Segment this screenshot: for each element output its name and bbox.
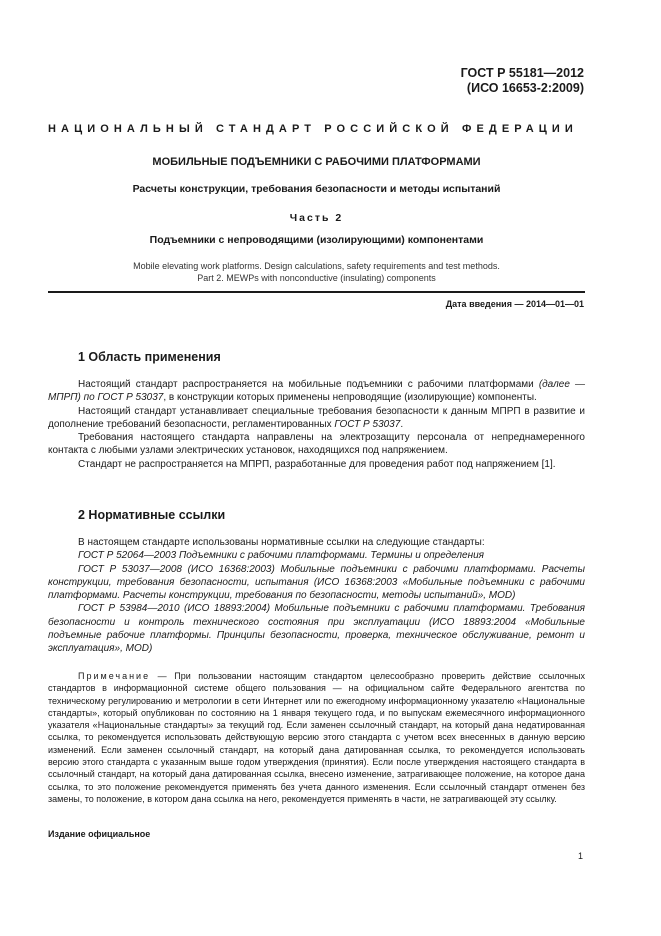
gost-number: ГОСТ Р 55181—2012 — [460, 66, 584, 80]
document-title: МОБИЛЬНЫЕ ПОДЪЕМНИКИ С РАБОЧИМИ ПЛАТФОРМАМИ — [152, 156, 481, 168]
english-title-line2: Part 2. MEWPs with nonconductive (insulating) components — [197, 273, 436, 283]
section-2-heading: 2 Нормативные ссылки — [78, 508, 226, 522]
section-1-heading: 1 Область применения — [78, 350, 221, 364]
references-note — [48, 670, 585, 805]
introduction-date: Дата введения — 2014—01—01 — [445, 299, 584, 309]
page-number: 1 — [578, 851, 584, 861]
title-divider — [48, 291, 585, 293]
official-edition-label: Издание официальное — [48, 829, 151, 839]
english-title-line1: Mobile elevating work platforms. Design calculations, safety requirements and test methods. — [133, 261, 500, 271]
scope-paragraph-4: Стандарт не распространяется на МПРП, разработанные для проведения работ под напряжением [1]. — [78, 458, 556, 470]
iso-number: (ИСО 16653-2:2009) — [466, 81, 584, 95]
reference-item: ГОСТ Р 52064—2003 Подъемники с рабочими платформами. Термины и определения — [78, 550, 485, 562]
note-text: — При пользовании настоящим стандартом целесообразно проверить действие ссылочных стандартов в информационной системе общего пользования — на официальном сайте Федерального агентства по техническому регулированию и метрологии в сети Интернет или по ежегодному информационному указателю «Национальные стандарты», который опубликован по состоянию на 1 января текущего года, и по выпускам ежемесячного информационного указателя «Национальные стандарты» за текущий год. Если заменен ссылочный стандарт, на который дана недатированная ссылка, то рекомендуется использовать действующую версию этого стандарта с учетом всех внесенных в данную версию изменений. Если заменен ссылочный стандарт, на который дана датированная ссылка, то рекомендуется использовать версию этого стандарта с указанным выше годом утверждения (принятия). Если после утверждения настоящего стандарта в ссылочный стандарт, на который дана датированная ссылка, внесено изменение, затрагивающее положение, на которое дана ссылка, то это положение рекомендуется применять без учета данного изменения. Если ссылочный стандарт отменен без замены, то положение, в котором дана ссылка на него, рекомендуется применять в части, не затрагивающей эту ссылку. — [48, 671, 585, 804]
reference-item: ГОСТ Р 53037—2008 (ИСО 16368:2003) Мобильные подъемники с рабочими платформами. Расчеты конструкции, требования безопасности, испытания (ИСО 16368:2003 «Мобильные подъемники с рабочими платформами. Расчеты конструкции, требования по безопасности, методы испытаний», MOD) — [48, 563, 585, 602]
references-intro: В настоящем стандарте использованы нормативные ссылки на следующие стандарты: — [78, 537, 485, 548]
section-2-body — [48, 536, 585, 656]
scope-paragraph-3: Требования настоящего стандарта направлены на электрозащиту персонала от непреднамеренного контакта с любыми узлами электрических установок, находящихся под напряжением. — [48, 432, 585, 457]
note-label: Примечание — [78, 671, 151, 681]
part-title: Подъемники с непроводящими (изолирующими) компонентами — [149, 234, 484, 246]
reference-item: ГОСТ Р 53984—2010 (ИСО 18893:2004) Мобильные подъемники с рабочими платформами. Требования безопасности и контроль технического состояния при эксплуатации (ИСО 18893:2004 «Мобильные подъемные рабочие платформы. Принципы безопасности, проверка, техническое обслуживание, ремонт и эксплуатация», MOD) — [48, 603, 585, 655]
part-label: Часть 2 — [289, 212, 344, 224]
scope-paragraph-1: Настоящий стандарт распространяется на мобильные подъемники с рабочими платформами (далее — МПРП) по ГОСТ Р 53037, в конструкции которых применены непроводящие (изолирующие) компоненты. — [48, 379, 585, 404]
document-subtitle: Расчеты конструкции, требования безопасности и методы испытаний — [132, 183, 501, 195]
national-standard-banner: НАЦИОНАЛЬНЫЙ СТАНДАРТ РОССИЙСКОЙ ФЕДЕРАЦИИ — [48, 123, 578, 135]
standard-designation — [461, 66, 584, 96]
section-1-body — [48, 378, 585, 471]
scope-paragraph-2: Настоящий стандарт устанавливает специальные требования безопасности к данным МПРП в развитие и дополнение требований безопасности, регламентированных ГОСТ Р 53037. — [48, 405, 585, 430]
english-title — [48, 260, 585, 284]
